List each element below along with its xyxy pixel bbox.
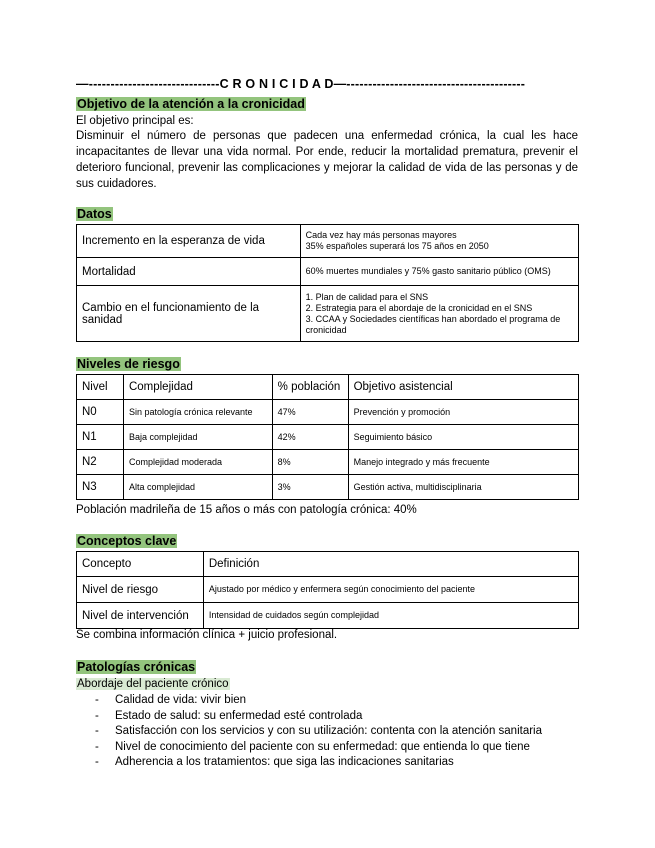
list-item <box>93 724 542 740</box>
cell-definicion: Ajustado por médico y enfermera según conocimiento del paciente <box>203 577 578 603</box>
datos-value-line: 60% muertes mundiales y 75% gasto sanitario público (OMS) <box>305 266 551 276</box>
cell-poblacion: 47% <box>272 400 348 425</box>
datos-value <box>300 225 578 258</box>
table-row <box>77 258 579 286</box>
datos-value <box>300 258 578 286</box>
datos-value-line: 3. CCAA y Sociedades científicas han abordado el programa de cronicidad <box>305 313 561 335</box>
cell-nivel: N1 <box>77 425 124 450</box>
table-row <box>77 450 579 475</box>
conceptos-table <box>76 551 579 629</box>
cell-concepto: Nivel de riesgo <box>77 577 204 603</box>
datos-table <box>76 224 579 342</box>
column-header: % población <box>272 375 348 400</box>
bullet-marker: - <box>95 756 99 769</box>
section-heading-conceptos: Conceptos clave <box>77 534 177 548</box>
datos-label: Incremento en la esperanza de vida <box>77 225 301 258</box>
section-heading-objetivo: Objetivo de la atención a la cronicidad <box>77 97 305 111</box>
datos-value <box>300 286 578 342</box>
cell-nivel: N0 <box>77 400 124 425</box>
bullet-marker: - <box>95 725 99 738</box>
column-header: Complejidad <box>123 375 272 400</box>
list-item <box>93 740 542 756</box>
table-row <box>77 577 579 603</box>
table-header-row <box>77 552 579 577</box>
patologias-list <box>93 693 542 771</box>
datos-value-line: 2. Estrategia para el abordaje de la cronicidad en el SNS <box>305 302 533 313</box>
table-row <box>77 225 579 258</box>
conceptos-note: Se combina información clínica + juicio profesional. <box>76 629 338 641</box>
patologias-subheading: Abordaje del paciente crónico <box>77 678 229 690</box>
list-item-text: Calidad de vida: vivir bien <box>115 694 247 706</box>
column-header: Objetivo asistencial <box>348 375 578 400</box>
table-row <box>77 286 579 342</box>
cell-poblacion: 8% <box>272 450 348 475</box>
section-heading-patologias: Patologías crónicas <box>77 660 196 674</box>
page-title: —------------------------------C R O N I C I D A D—----------------------------------------- <box>76 77 526 91</box>
column-header: Nivel <box>77 375 124 400</box>
column-header: Concepto <box>77 552 204 577</box>
datos-value-line: 1. Plan de calidad para el SNS <box>305 291 429 302</box>
cell-poblacion: 42% <box>272 425 348 450</box>
datos-value-line: Cada vez hay más personas mayores <box>305 230 457 240</box>
table-row <box>77 400 579 425</box>
table-row <box>77 425 579 450</box>
table-row <box>77 475 579 500</box>
list-item <box>93 755 542 771</box>
objetivo-intro: El objetivo principal es: <box>76 115 194 127</box>
table-row <box>77 603 579 629</box>
cell-objetivo: Seguimiento básico <box>348 425 578 450</box>
list-item-text: Nivel de conocimiento del paciente con su enfermedad: que entienda lo que tiene <box>115 740 530 753</box>
cell-nivel: N2 <box>77 450 124 475</box>
bullet-marker: - <box>95 709 99 722</box>
list-item-text: Satisfacción con los servicios y con su utilización: contenta con la atención sanitaria <box>115 725 543 738</box>
table-header-row <box>77 375 579 400</box>
list-item <box>93 709 542 725</box>
datos-value-line: 35% españoles superará los 75 años en 2050 <box>305 241 489 251</box>
cell-complejidad: Complejidad moderada <box>123 450 272 475</box>
cell-complejidad: Sin patología crónica relevante <box>123 400 272 425</box>
cell-poblacion: 3% <box>272 475 348 500</box>
objetivo-text: Disminuir el número de personas que padecen una enfermedad crónica, la cual les hace incapacitantes de llevar una vida normal. Por ende, reducir la mortalidad prematura, prevenir el deterioro funcional, prevenir las complicaciones y mejorar la calidad de vida de las personas y de sus cuidadores. <box>76 130 578 190</box>
cell-definicion: Intensidad de cuidados según complejidad <box>203 603 578 629</box>
cell-nivel: N3 <box>77 475 124 500</box>
column-header: Definición <box>203 552 578 577</box>
datos-label: Cambio en el funcionamiento de la sanidad <box>77 286 301 342</box>
section-heading-niveles: Niveles de riesgo <box>77 357 180 371</box>
cell-complejidad: Alta complejidad <box>123 475 272 500</box>
niveles-table <box>76 374 579 500</box>
cell-concepto: Nivel de intervención <box>77 603 204 629</box>
cell-objetivo: Manejo integrado y más frecuente <box>348 450 578 475</box>
list-item-text: Estado de salud: su enfermedad esté controlada <box>115 709 363 722</box>
section-heading-datos: Datos <box>77 207 112 221</box>
datos-label: Mortalidad <box>77 258 301 286</box>
cell-complejidad: Baja complejidad <box>123 425 272 450</box>
list-item-text: Adherencia a los tratamientos: que siga las indicaciones sanitarias <box>115 756 454 769</box>
niveles-note: Población madrileña de 15 años o más con patología crónica: 40% <box>76 504 417 516</box>
list-item <box>93 693 542 709</box>
cell-objetivo: Prevención y promoción <box>348 400 578 425</box>
cell-objetivo: Gestión activa, multidisciplinaria <box>348 475 578 500</box>
bullet-marker: - <box>95 694 99 706</box>
bullet-marker: - <box>95 740 99 753</box>
